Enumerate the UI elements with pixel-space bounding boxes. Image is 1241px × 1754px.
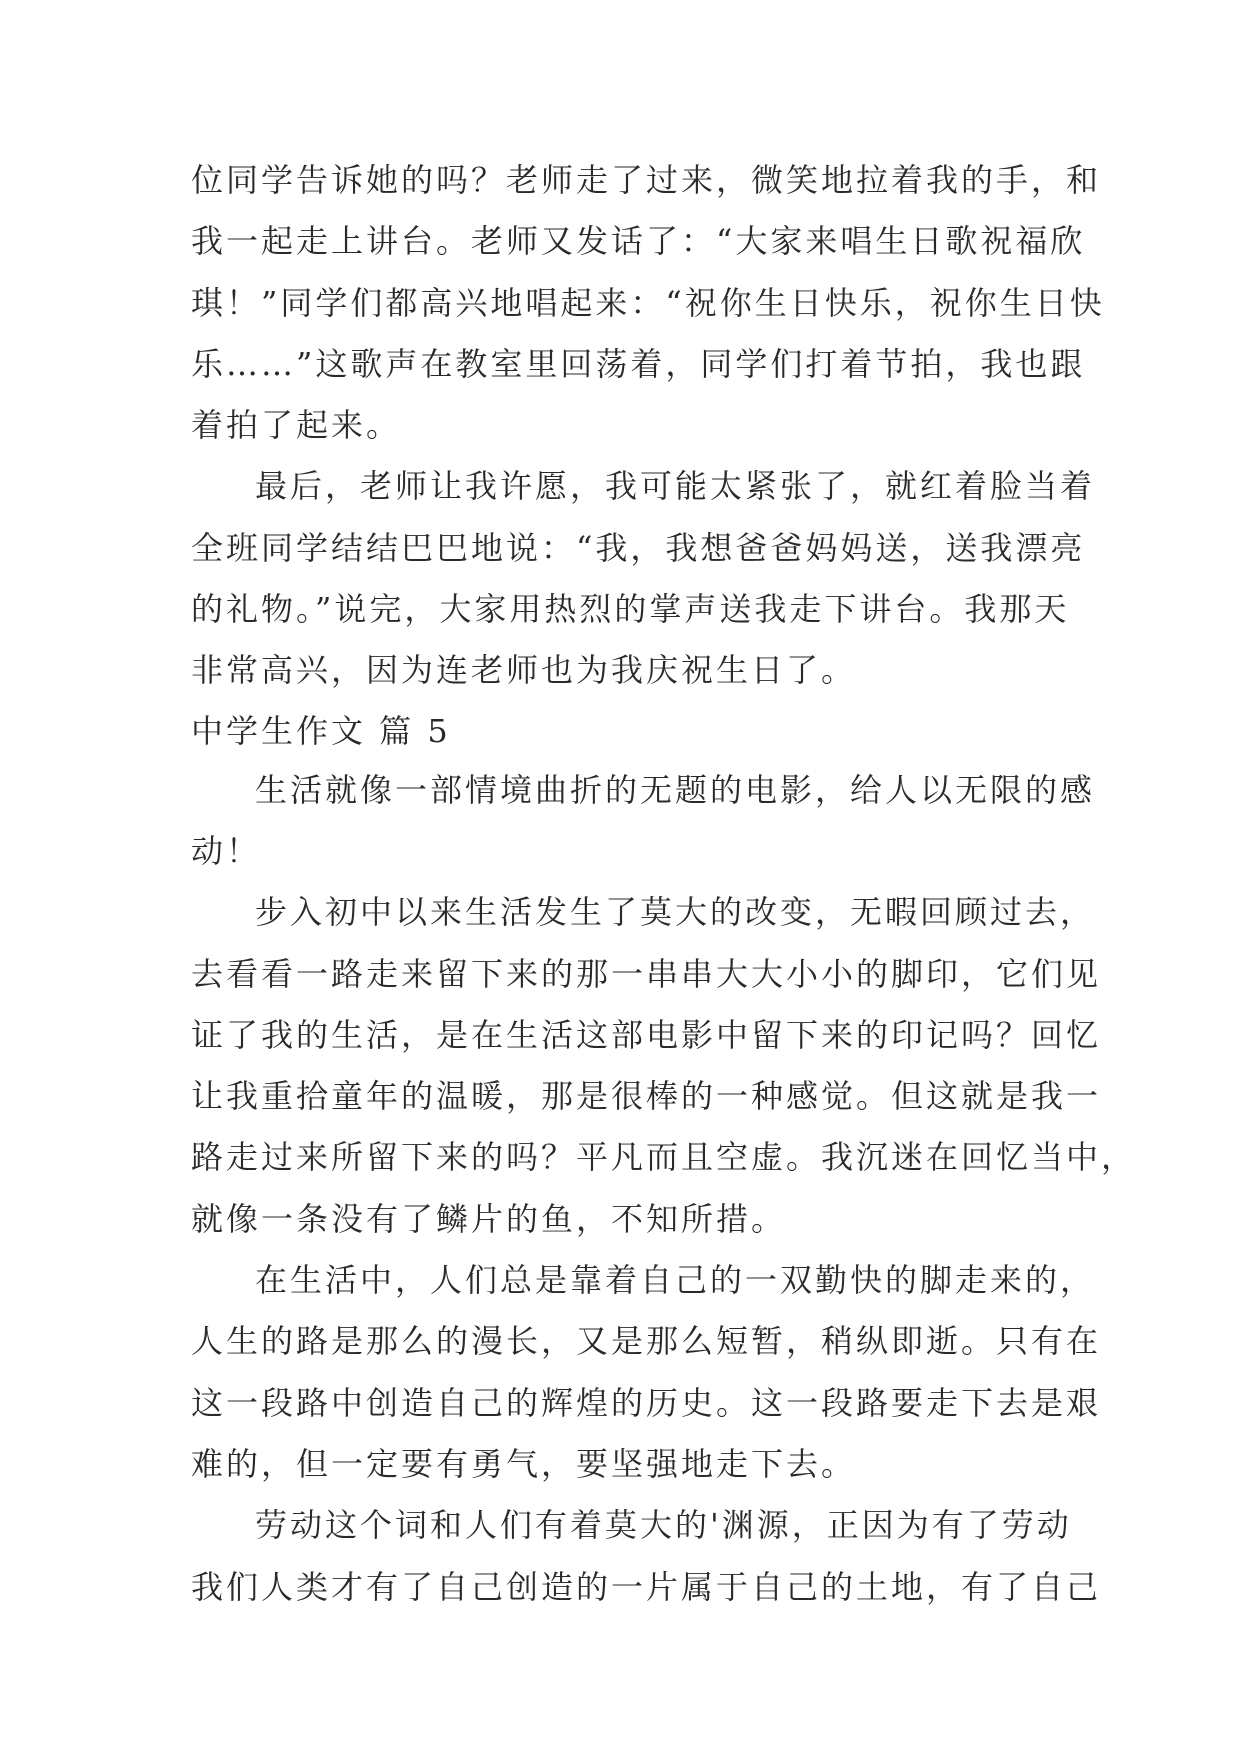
text-line: 难的，但一定要有勇气，要坚强地走下去。	[191, 1444, 857, 1483]
text-line: 琪！”同学们都高兴地唱起来：“祝你生日快乐，祝你生日快	[191, 283, 1105, 322]
text-line: 路走过来所留下来的吗？平凡而且空虚。我沉迷在回忆当中，	[191, 1138, 1137, 1177]
text-line: 最后，老师让我许愿，我可能太紧张了，就红着脸当着	[255, 467, 1096, 506]
text-line: 的礼物。”说完，大家用热烈的掌声送我走下讲台。我那天	[191, 590, 1070, 629]
text-line: 去看看一路走来留下来的那一串串大大小小的脚印，它们见	[191, 954, 1102, 993]
section-heading: 中学生作文 篇 5	[191, 711, 451, 750]
paragraph-labor	[191, 1495, 1102, 1618]
paragraph-junior-high	[191, 882, 1137, 1250]
text-line: 步入初中以来生活发生了莫大的改变，无暇回顾过去，	[255, 893, 1096, 932]
text-line: 非常高兴，因为连老师也为我庆祝生日了。	[191, 651, 857, 690]
text-line: 我们人类才有了自己创造的一片属于自己的土地，有了自己	[191, 1567, 1102, 1606]
paragraph-wish	[191, 456, 1096, 701]
text-line: 乐……”这歌声在教室里回荡着，同学们打着节拍，我也跟	[191, 344, 1086, 383]
text-line: 人生的路是那么的漫长，又是那么短暂，稍纵即逝。只有在	[191, 1322, 1102, 1361]
text-line: 我一起走上讲台。老师又发话了：“大家来唱生日歌祝福欣	[191, 222, 1086, 261]
text-line: 证了我的生活，是在生活这部电影中留下来的印记吗？回忆	[191, 1015, 1102, 1054]
text-line: 在生活中，人们总是靠着自己的一双勤快的脚走来的，	[255, 1261, 1096, 1300]
text-line: 全班同学结结巴巴地说：“我，我想爸爸妈妈送，送我漂亮	[191, 528, 1086, 567]
text-line: 劳动这个词和人们有着莫大的'渊源，正因为有了劳动	[255, 1506, 1072, 1545]
document-page	[191, 150, 1137, 1618]
paragraph-birthday-song	[191, 150, 1105, 456]
text-line: 动！	[191, 831, 262, 870]
text-line: 生活就像一部情境曲折的无题的电影，给人以无限的感	[255, 770, 1096, 809]
text-line: 着拍了起来。	[191, 406, 402, 445]
paragraph-life-movie	[191, 760, 1096, 883]
text-line: 就像一条没有了鳞片的鱼，不知所措。	[191, 1199, 787, 1238]
text-line: 让我重拾童年的温暖，那是很棒的一种感觉。但这就是我一	[191, 1077, 1102, 1116]
text-line: 这一段路中创造自己的辉煌的历史。这一段路要走下去是艰	[191, 1383, 1102, 1422]
text-line: 位同学告诉她的吗？老师走了过来，微笑地拉着我的手，和	[191, 161, 1102, 199]
paragraph-life-road	[191, 1250, 1102, 1495]
